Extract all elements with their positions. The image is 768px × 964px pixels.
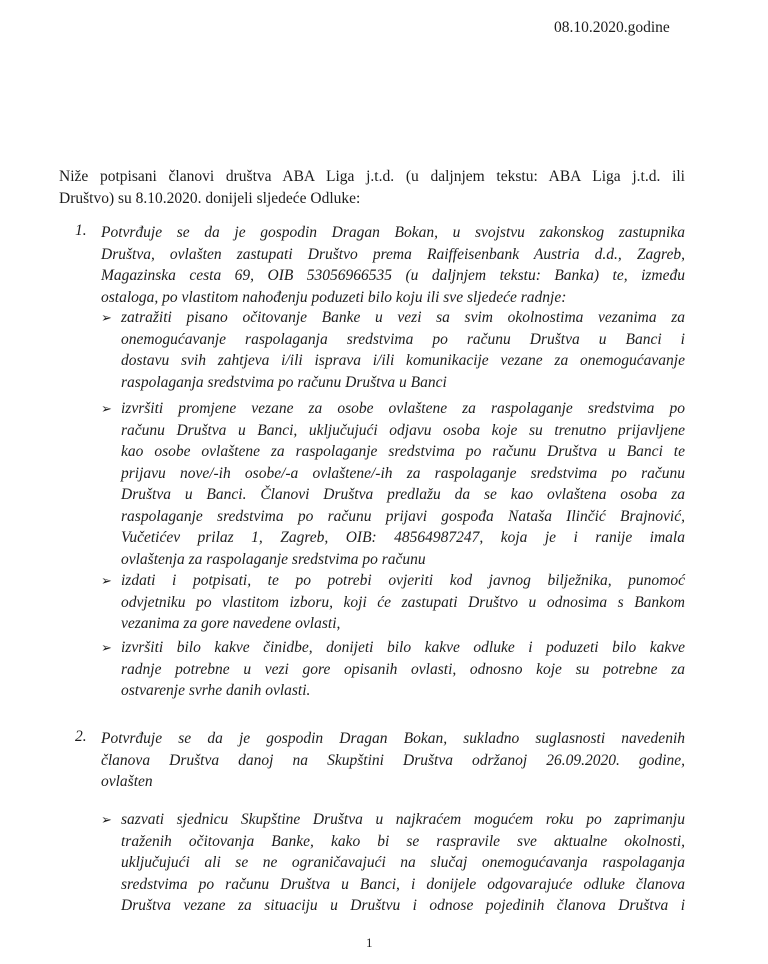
- page-number: 1: [366, 935, 373, 950]
- text-line: izdati i potpisati, te po potrebi ovjeriti kod javnog bilježnika, punomoć: [121, 572, 685, 589]
- bullet-item: [121, 570, 685, 635]
- text-line: prijavu nove/-ih osobe/-a ovlaštene/-ih za raspolaganje sredstvima po računu: [121, 464, 685, 482]
- text-line: sredstvima po računu Društva u Banci, i donijele odgovarajuće odluke članova: [121, 875, 685, 893]
- decision-number: 2.: [75, 728, 87, 745]
- text-line: ostvarenje svrhe danih ovlasti.: [121, 682, 311, 699]
- text-line: Društva vezane za situaciju u Društvu i odnose pojedinih članova Društva i: [121, 897, 685, 914]
- text-line: ovlašten: [101, 773, 153, 790]
- text-line: Magazinska cesta 69, OIB 53056966535 (u daljnjem tekstu: Banka) te, između: [101, 267, 685, 284]
- text-line: Potvrđuje se da je gospodin Dragan Bokan, u svojstvu zakonskog zastupnika: [101, 224, 685, 241]
- decision-1-text: [101, 222, 685, 308]
- bullet-item: [121, 637, 685, 702]
- text-line: ovlaštenja za raspolaganje sredstvima po računu: [121, 550, 426, 568]
- arrow-bullet-icon: ➢: [101, 812, 112, 827]
- text-line: kao osobe ovlaštene za raspolaganje sredstvima po računu Društva u Banci te: [121, 443, 685, 460]
- text-line: Društvo) su 8.10.2020. donijeli sljedeće Odluke:: [59, 189, 361, 207]
- text-line: raspolaganje sredstvima po računu prijavi gospođa Nataša Ilinčić Brajnović,: [121, 507, 685, 525]
- document-date: 08.10.2020.godine: [554, 19, 670, 36]
- bullet-item: [121, 809, 685, 917]
- text-line: Niže potpisani članovi društva ABA Liga j.t.d. (u daljnjem tekstu: ABA Liga j.t.d. ili: [59, 168, 685, 185]
- text-line: izvršiti promjene vezane za osobe ovlaštene za raspolaganje sredstvima po: [121, 400, 685, 417]
- text-line: sazvati sjednicu Skupštine Društva u najkraćem mogućem roku po zaprimanju: [121, 811, 685, 828]
- intro-paragraph: [59, 166, 685, 209]
- text-line: vezanima za gore navedene ovlasti,: [121, 615, 341, 632]
- text-line: dostavu svih zahtjeva i/ili isprava i/ili komunikacije vezane za onemogućavanje: [121, 352, 685, 369]
- bullet-item: [121, 398, 685, 570]
- text-line: izvršiti bilo kakve činidbe, donijeti bilo kakve odluke i poduzeti bilo kakve: [121, 639, 685, 656]
- text-line: ostaloga, po vlastitom nahođenju poduzeti bilo koju ili sve sljedeće radnje:: [101, 288, 567, 306]
- text-line: računu Društva u Banci, uključujući odjavu osoba koje su trenutno prijavljene: [121, 421, 685, 439]
- text-line: Društva, ovlašten zastupati Društvo prema Raiffeisenbank Austria d.d., Zagreb,: [101, 245, 685, 263]
- text-line: uključujući ali se ne ograničavajući na slučaj onemogućavanja raspolaganja: [121, 854, 685, 871]
- text-line: Vučetićev prilaz 1, Zagreb, OIB: 48564987247, koja je i ranije imala: [121, 529, 685, 546]
- arrow-bullet-icon: ➢: [101, 401, 112, 416]
- text-line: Potvrđuje se da je gospodin Dragan Bokan, sukladno suglasnosti navedenih: [101, 730, 685, 747]
- text-line: onemogućavanje raspolaganja sredstvima po računu Društva u Banci i: [121, 330, 685, 348]
- arrow-bullet-icon: ➢: [101, 573, 112, 588]
- text-line: zatražiti pisano očitovanje Banke u vezi sa svim okolnostima vezanima za: [121, 309, 685, 326]
- text-line: Društva u Banci. Članovi Društva predlažu da se kao ovlaštena osoba za: [121, 486, 685, 503]
- bullet-item: [121, 307, 685, 393]
- arrow-bullet-icon: ➢: [101, 640, 112, 655]
- text-line: članova Društva danoj na Skupštini Društva održanoj 26.09.2020. godine,: [101, 751, 685, 769]
- text-line: raspolaganja sredstvima po računu Društva u Banci: [121, 373, 447, 391]
- text-line: odvjetniku po vlastitom izboru, koji će zastupati Društvo u odnosima s Bankom: [121, 593, 685, 611]
- text-line: traženih očitovanja Banke, kako bi se raspravile sve aktualne okolnosti,: [121, 832, 685, 850]
- decision-2-text: [101, 728, 685, 793]
- arrow-bullet-icon: ➢: [101, 310, 112, 325]
- text-line: radnje potrebne u vezi gore opisanih ovlasti, odnosno koje su potrebne za: [121, 660, 685, 678]
- decision-number: 1.: [75, 222, 87, 239]
